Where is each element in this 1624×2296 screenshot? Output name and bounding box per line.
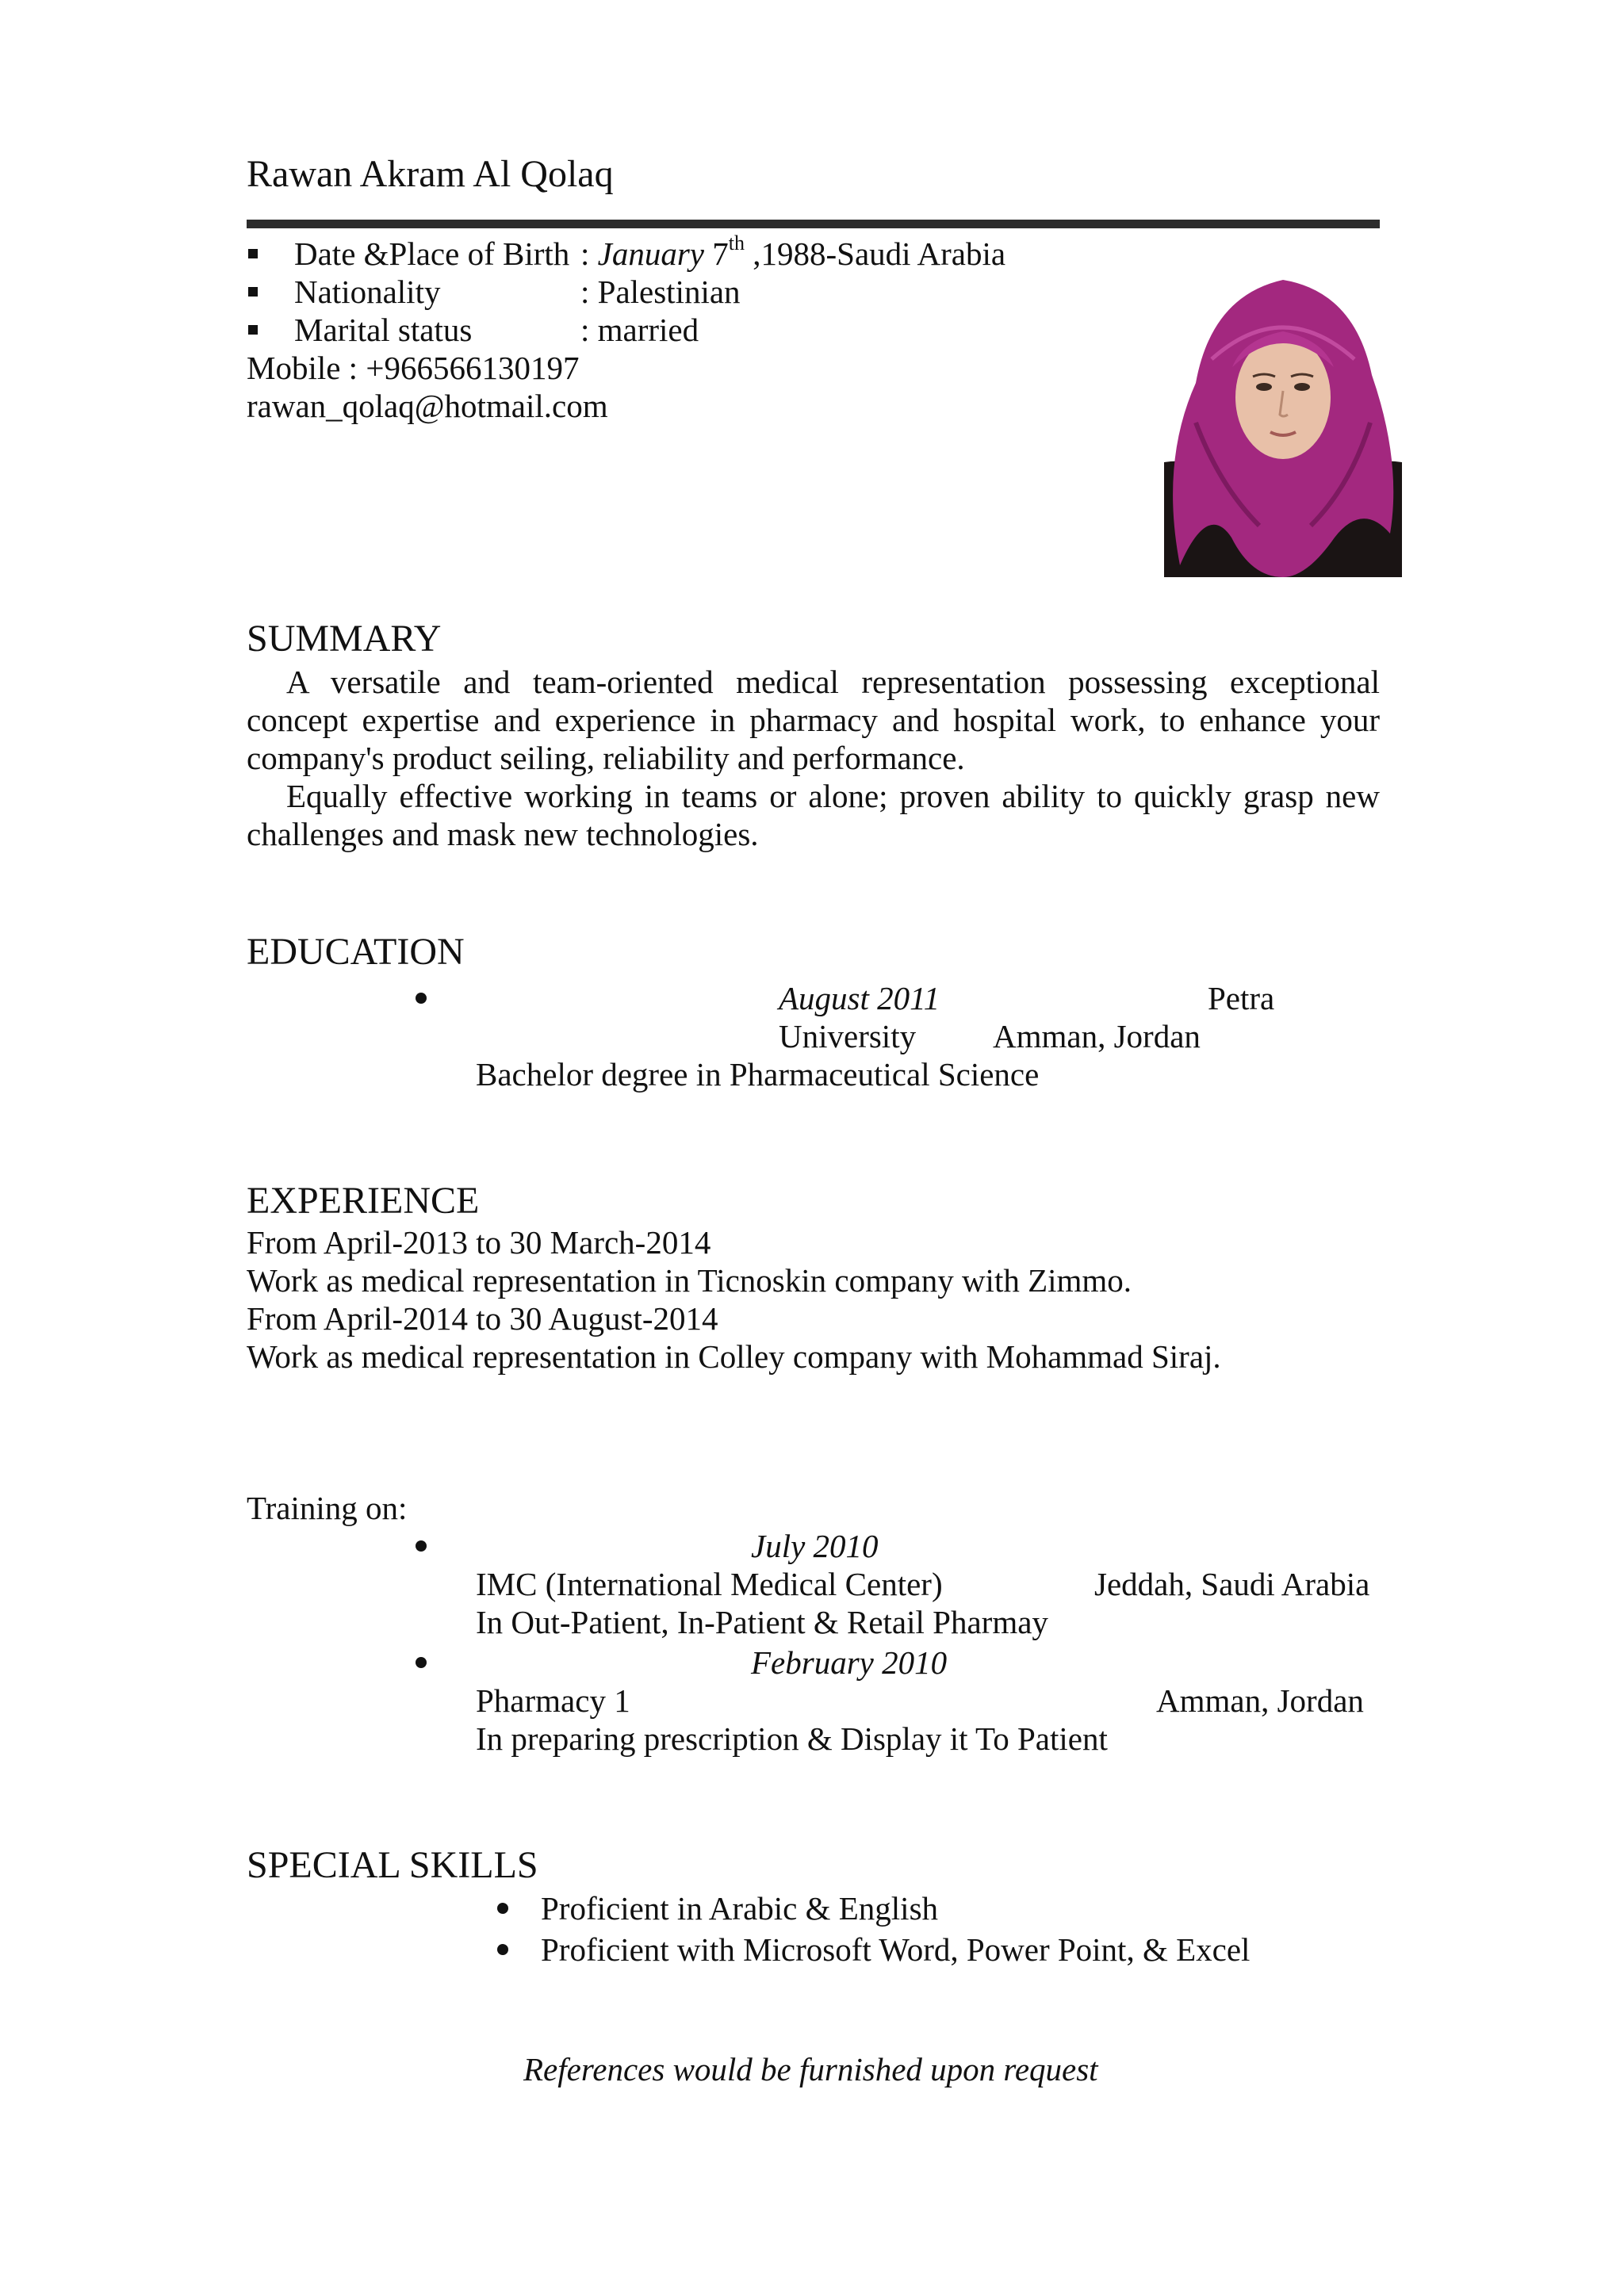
skills-heading: SPECIAL SKILLS [247,1844,538,1886]
mobile-line: Mobile : +966566130197 [247,350,580,386]
bullet-square [248,287,258,297]
birth-day-suffix: th [728,232,745,255]
bullet-square [248,249,258,258]
references-note: References would be furnished upon request [523,2051,1098,2087]
education-institution-part: University [779,1018,917,1054]
training-location: Jeddah, Saudi Arabia [1094,1566,1370,1602]
summary-heading: SUMMARY [247,618,442,660]
training-date: July 2010 [751,1528,879,1564]
birth-rest: ,1988-Saudi Arabia [753,235,1006,272]
skill-item: Proficient with Microsoft Word, Power Point, & Excel [541,1931,1251,1968]
training-location: Amman, Jordan [1156,1682,1364,1719]
summary-paragraph: Equally effective working in teams or alone; proven ability to quickly grasp new challenges and mask new technologies. [247,778,1380,852]
bullet-dot [416,1540,427,1552]
bullet-dot [497,1903,508,1914]
bullet-dot [416,993,427,1004]
email-line[interactable]: rawan_qolaq@hotmail.com [247,388,608,424]
experience-line: From April-2014 to 30 August-2014 [247,1300,718,1337]
summary-body [247,663,1380,853]
training-date: February 2010 [751,1644,948,1681]
skill-item: Proficient in Arabic & English [541,1890,939,1927]
birth-label: Date &Place of Birth [294,235,570,272]
training-heading: Training on: [247,1490,408,1526]
education-degree: Bachelor degree in Pharmaceutical Science [476,1056,1040,1093]
header-divider [247,220,1380,228]
summary-paragraph: A versatile and team-oriented medical representation possessing exceptional concept expertise and experience in pharmacy and hospital work, to enhance your company's product seiling, reliability and performance. [247,664,1380,776]
training-place: Pharmacy 1 [476,1682,630,1719]
marital-value: : married [580,312,699,348]
bullet-square [248,325,258,335]
birth-value [580,232,1006,273]
experience-heading: EXPERIENCE [247,1180,480,1222]
birth-colon: : [580,235,590,272]
training-detail: In Out-Patient, In-Patient & Retail Pharmay [476,1604,1048,1640]
education-date: August 2011 [779,980,940,1016]
marital-label: Marital status [294,312,473,348]
nationality-value: : Palestinian [580,274,741,310]
bullet-dot [416,1657,427,1668]
education-heading: EDUCATION [247,931,465,973]
education-location: Amman, Jordan [993,1018,1201,1054]
experience-line: Work as medical representation in Colley company with Mohammad Siraj. [247,1338,1221,1375]
bullet-dot [497,1944,508,1955]
birth-day: 7 [712,235,729,272]
experience-line: From April-2013 to 30 March-2014 [247,1224,711,1261]
nationality-label: Nationality [294,274,441,310]
candidate-name: Rawan Akram Al Qolaq [247,153,614,195]
training-place: IMC (International Medical Center) [476,1566,943,1602]
training-detail: In preparing prescription & Display it To Patient [476,1720,1108,1757]
education-institution-part: Petra [1208,980,1275,1016]
experience-line: Work as medical representation in Ticnoskin company with Zimmo. [247,1262,1132,1299]
birth-month: January [597,235,705,272]
profile-photo [1164,264,1402,577]
